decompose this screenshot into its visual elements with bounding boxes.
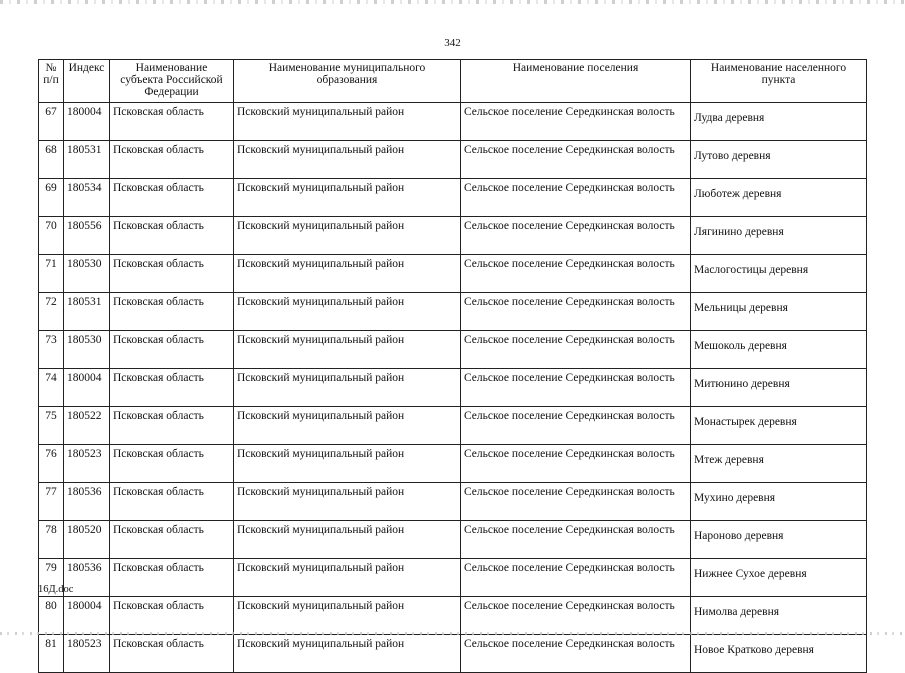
cell-subject: Псковская область (110, 597, 234, 635)
cell-num: 77 (39, 483, 64, 521)
cell-locality: Лягинино деревня (691, 217, 867, 255)
cell-subject: Псковская область (110, 179, 234, 217)
header-settlement: Наименование поселения (461, 60, 691, 103)
cell-municipality: Псковский муниципальный район (234, 369, 461, 407)
table-row (39, 369, 867, 407)
cell-settlement: Сельское поселение Середкинская волость (461, 217, 691, 255)
header-num: № п/п (39, 60, 64, 103)
table-row (39, 103, 867, 141)
cell-num: 81 (39, 635, 64, 673)
cell-index: 180522 (64, 407, 110, 445)
cell-settlement: Сельское поселение Середкинская волость (461, 483, 691, 521)
cell-locality: Люботеж деревня (691, 179, 867, 217)
cell-settlement: Сельское поселение Середкинская волость (461, 103, 691, 141)
cell-num: 74 (39, 369, 64, 407)
cell-municipality: Псковский муниципальный район (234, 141, 461, 179)
cell-num: 79 (39, 559, 64, 597)
cell-municipality: Псковский муниципальный район (234, 407, 461, 445)
cell-municipality: Псковский муниципальный район (234, 559, 461, 597)
cell-settlement: Сельское поселение Середкинская волость (461, 293, 691, 331)
cell-subject: Псковская область (110, 407, 234, 445)
cell-num: 67 (39, 103, 64, 141)
cell-locality: Лудва деревня (691, 103, 867, 141)
cell-index: 180004 (64, 369, 110, 407)
cell-num: 73 (39, 331, 64, 369)
cell-index: 180556 (64, 217, 110, 255)
cell-municipality: Псковский муниципальный район (234, 217, 461, 255)
cell-settlement: Сельское поселение Середкинская волость (461, 635, 691, 673)
cell-settlement: Сельское поселение Середкинская волость (461, 369, 691, 407)
table-row (39, 179, 867, 217)
cell-settlement: Сельское поселение Середкинская волость (461, 597, 691, 635)
table-row (39, 635, 867, 673)
table-row (39, 483, 867, 521)
cell-settlement: Сельское поселение Середкинская волость (461, 559, 691, 597)
cell-settlement: Сельское поселение Середкинская волость (461, 445, 691, 483)
cell-municipality: Псковский муниципальный район (234, 521, 461, 559)
cell-municipality: Псковский муниципальный район (234, 483, 461, 521)
cell-index: 180530 (64, 255, 110, 293)
cell-index: 180523 (64, 445, 110, 483)
cell-locality: Нимолва деревня (691, 597, 867, 635)
cell-num: 76 (39, 445, 64, 483)
cell-municipality: Псковский муниципальный район (234, 103, 461, 141)
cell-subject: Псковская область (110, 255, 234, 293)
cell-municipality: Псковский муниципальный район (234, 293, 461, 331)
cell-municipality: Псковский муниципальный район (234, 255, 461, 293)
cell-municipality: Псковский муниципальный район (234, 597, 461, 635)
cell-locality: Мельницы деревня (691, 293, 867, 331)
cell-num: 78 (39, 521, 64, 559)
cell-index: 180531 (64, 141, 110, 179)
cell-municipality: Псковский муниципальный район (234, 331, 461, 369)
scan-edge-bottom (0, 632, 905, 635)
table-row (39, 141, 867, 179)
cell-municipality: Псковский муниципальный район (234, 445, 461, 483)
cell-num: 80 (39, 597, 64, 635)
cell-locality: Нароново деревня (691, 521, 867, 559)
cell-index: 180004 (64, 103, 110, 141)
cell-num: 72 (39, 293, 64, 331)
cell-settlement: Сельское поселение Середкинская волость (461, 331, 691, 369)
cell-subject: Псковская область (110, 217, 234, 255)
cell-locality: Мтеж деревня (691, 445, 867, 483)
cell-index: 180523 (64, 635, 110, 673)
cell-subject: Псковская область (110, 483, 234, 521)
cell-municipality: Псковский муниципальный район (234, 635, 461, 673)
cell-index: 180530 (64, 331, 110, 369)
cell-num: 69 (39, 179, 64, 217)
cell-subject: Псковская область (110, 369, 234, 407)
cell-num: 71 (39, 255, 64, 293)
cell-subject: Псковская область (110, 445, 234, 483)
cell-num: 70 (39, 217, 64, 255)
cell-municipality: Псковский муниципальный район (234, 179, 461, 217)
cell-settlement: Сельское поселение Середкинская волость (461, 141, 691, 179)
cell-index: 180531 (64, 293, 110, 331)
cell-index: 180536 (64, 483, 110, 521)
page-number: 342 (444, 37, 461, 49)
header-index: Индекс (64, 60, 110, 103)
cell-index: 180536 (64, 559, 110, 597)
table-row (39, 217, 867, 255)
cell-settlement: Сельское поселение Середкинская волость (461, 521, 691, 559)
header-locality: Наименование населенного пункта (691, 60, 867, 103)
header-municipality: Наименование муниципального образования (234, 60, 461, 103)
cell-settlement: Сельское поселение Середкинская волость (461, 407, 691, 445)
table-row (39, 293, 867, 331)
table-row (39, 255, 867, 293)
scan-edge-top (0, 0, 905, 4)
table-row (39, 407, 867, 445)
cell-locality: Монастырек деревня (691, 407, 867, 445)
cell-subject: Псковская область (110, 293, 234, 331)
cell-subject: Псковская область (110, 635, 234, 673)
cell-subject: Псковская область (110, 331, 234, 369)
cell-subject: Псковская область (110, 559, 234, 597)
cell-num: 75 (39, 407, 64, 445)
table-header-row (39, 60, 867, 103)
cell-locality: Мешоколь деревня (691, 331, 867, 369)
cell-index: 180004 (64, 597, 110, 635)
table-row (39, 597, 867, 635)
cell-settlement: Сельское поселение Середкинская волость (461, 255, 691, 293)
settlements-table (38, 59, 867, 673)
cell-locality: Новое Кратково деревня (691, 635, 867, 673)
cell-locality: Нижнее Сухое деревня (691, 559, 867, 597)
cell-subject: Псковская область (110, 521, 234, 559)
cell-locality: Маслогостицы деревня (691, 255, 867, 293)
table-row (39, 559, 867, 597)
table-row (39, 445, 867, 483)
cell-index: 180534 (64, 179, 110, 217)
cell-locality: Митюнино деревня (691, 369, 867, 407)
cell-num: 68 (39, 141, 64, 179)
header-subject: Наименование субъекта Российской Федерации (110, 60, 234, 103)
cell-subject: Псковская область (110, 141, 234, 179)
footer-filename: 16Д.doc (38, 584, 74, 595)
cell-locality: Лутово деревня (691, 141, 867, 179)
table-row (39, 521, 867, 559)
cell-subject: Псковская область (110, 103, 234, 141)
cell-index: 180520 (64, 521, 110, 559)
cell-settlement: Сельское поселение Середкинская волость (461, 179, 691, 217)
cell-locality: Мухино деревня (691, 483, 867, 521)
table-row (39, 331, 867, 369)
